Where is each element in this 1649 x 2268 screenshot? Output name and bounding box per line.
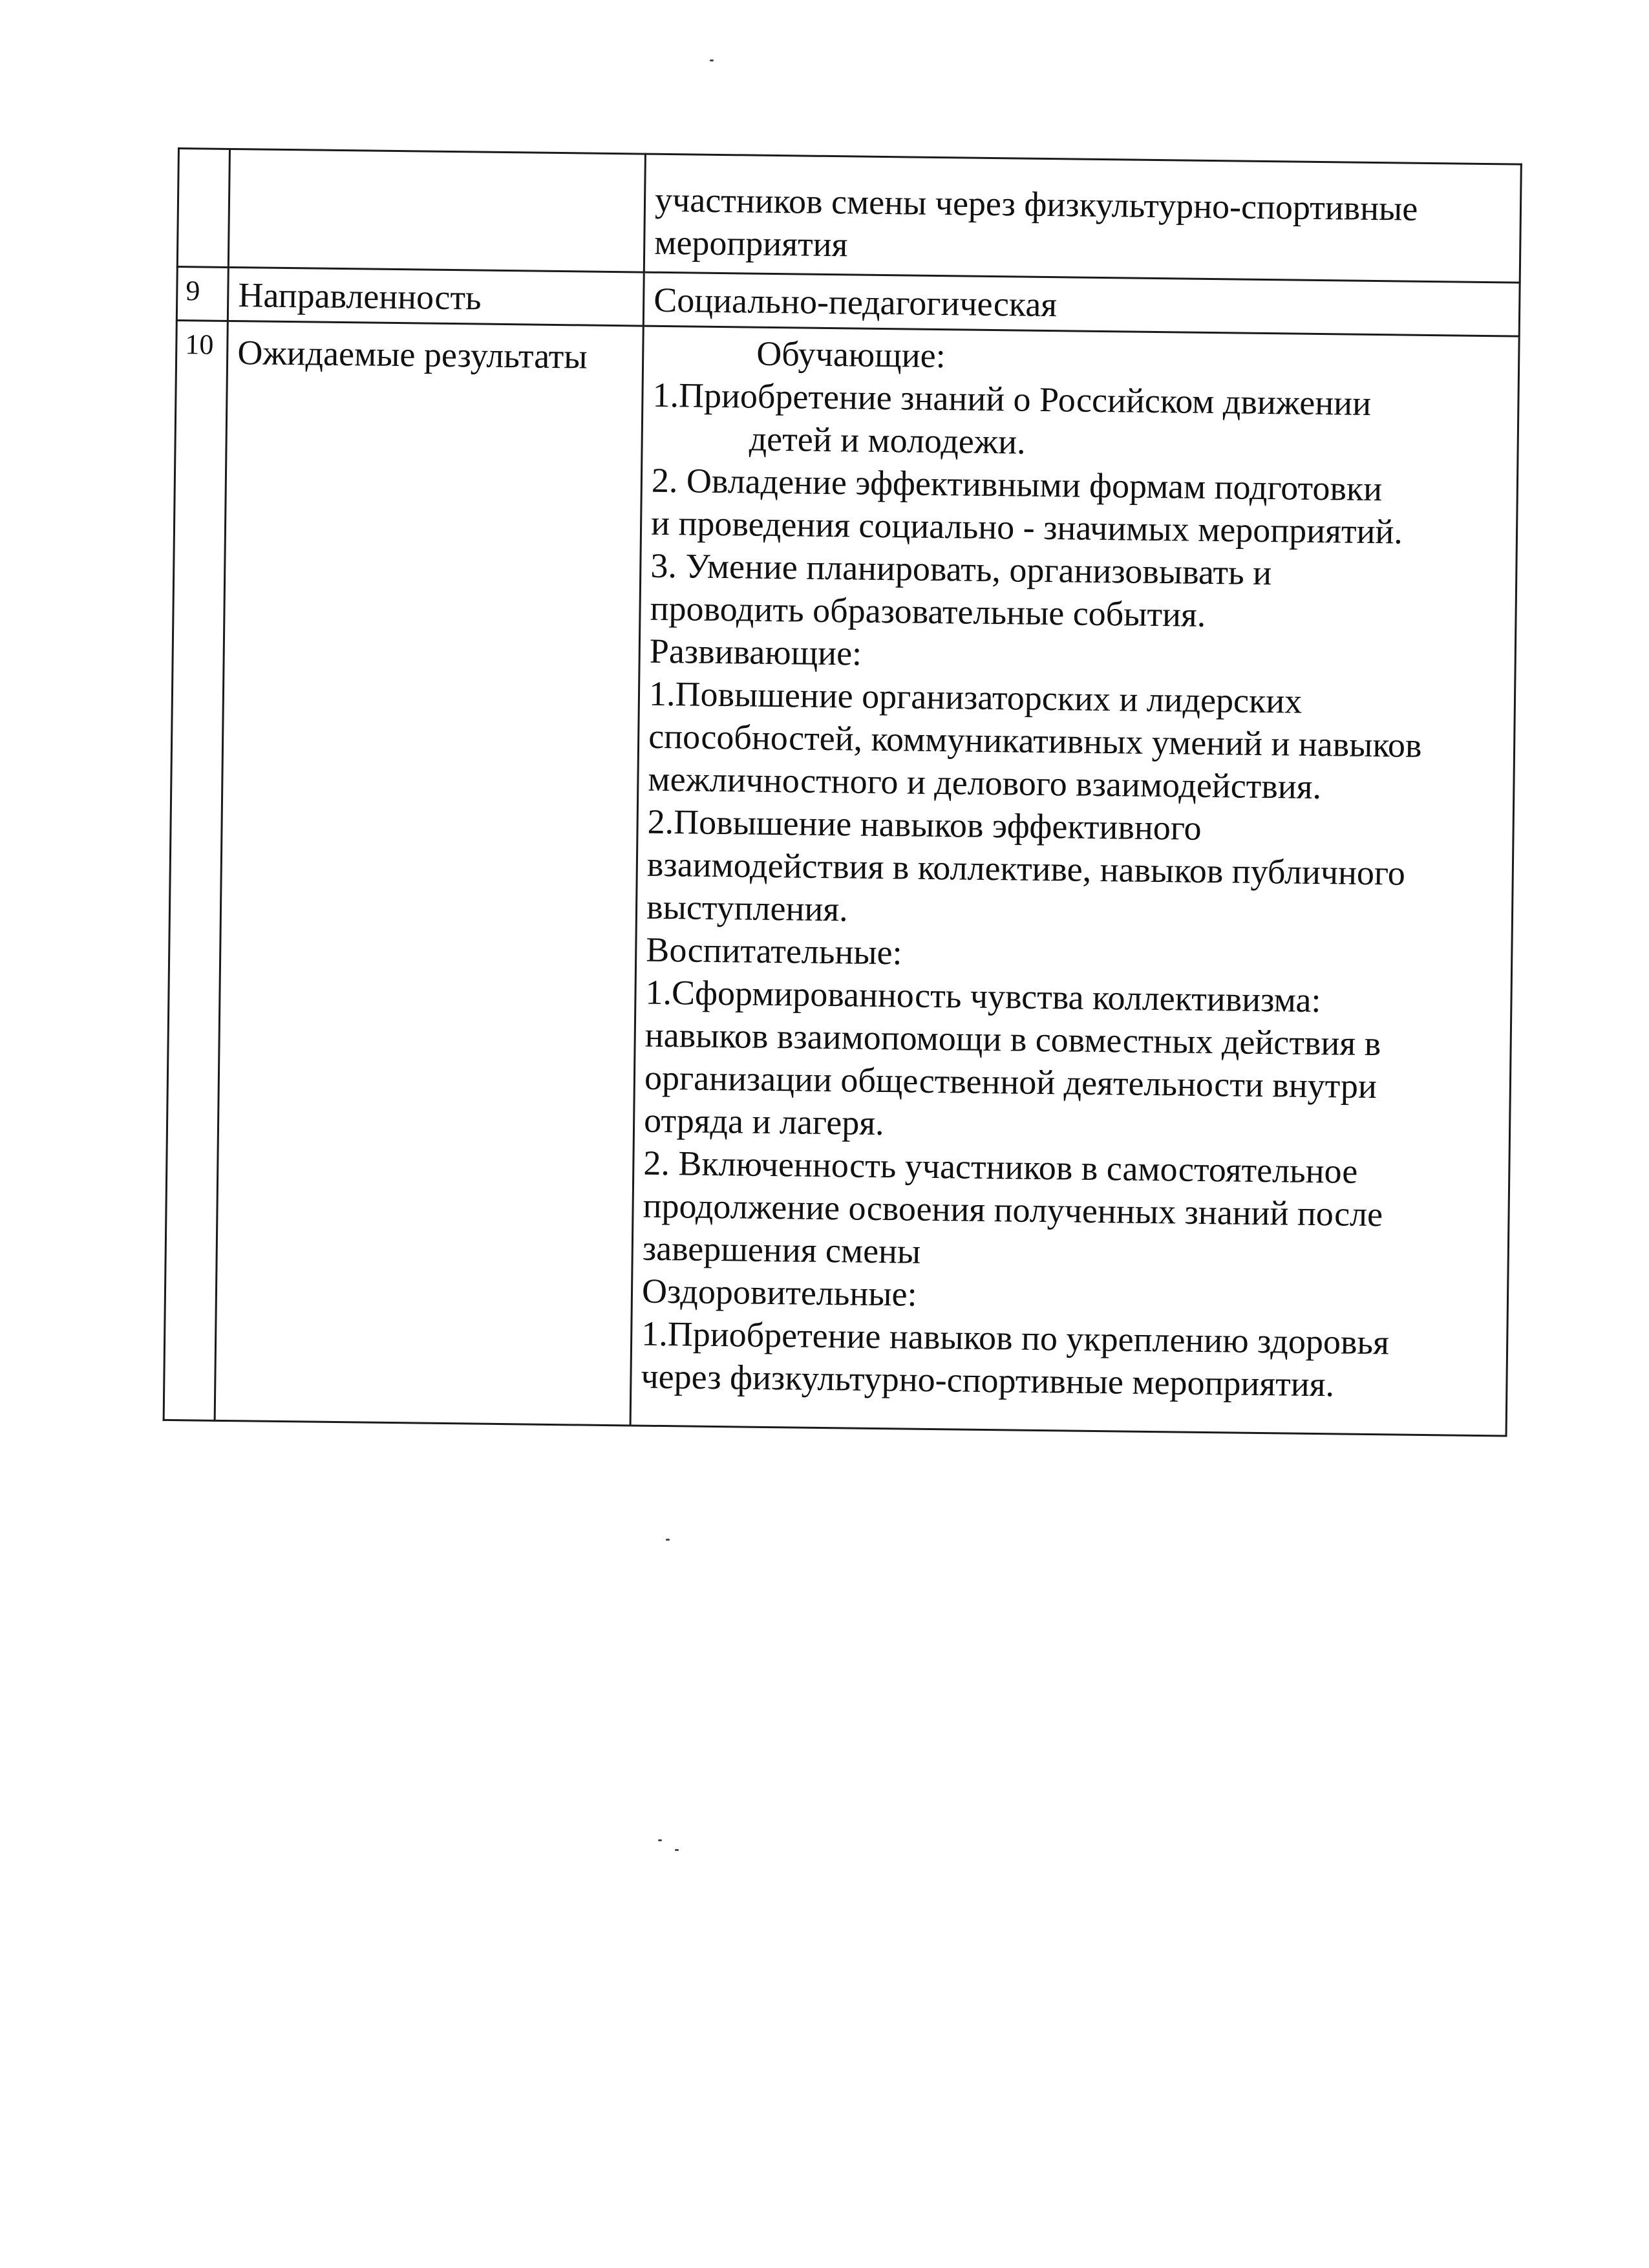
result-line: отряда и лагеря. (643, 1100, 884, 1143)
result-line: 2.Повышение навыков эффективного (647, 802, 1202, 848)
row-number: 10 (164, 320, 228, 1420)
scan-speck (666, 1539, 670, 1541)
row-value-cell (643, 272, 1520, 336)
continuation-text: участников смены через физкультурно-спортивные мероприятия (654, 180, 1418, 264)
row-label (228, 267, 644, 326)
result-line: способностей, коммуникативных умений и навыков (648, 716, 1422, 765)
results-heading-health: Оздоровительные: (641, 1271, 917, 1314)
result-line: 2. Овладение эффективными формам подготовки (651, 460, 1383, 509)
result-line: 2. Включенность участников в самостоятельное (643, 1143, 1358, 1191)
result-line: проводить образовательные события. (650, 588, 1206, 634)
result-line: 3. Умение планировать, организовывать и (650, 546, 1272, 593)
result-line: 1.Приобретение знаний о Российском движении (652, 375, 1372, 423)
result-line: и проведения социально - значимых мероприятий. (650, 503, 1403, 551)
expected-results-list (641, 327, 1509, 1408)
result-line: взаимодействия в коллективе, навыков публичного (646, 844, 1406, 893)
row-value-cell (644, 154, 1521, 283)
row-label-cell-empty (229, 149, 646, 272)
result-line: детей и молодежи. (749, 419, 1026, 462)
result-line: через физкультурно-спортивные мероприятия. (641, 1356, 1335, 1404)
result-line: организации общественной деятельности внутри (644, 1058, 1378, 1106)
results-heading-learning: Обучающие: (756, 334, 946, 376)
result-line: навыков взаимопомощи в совместных действия в (644, 1015, 1381, 1064)
direction-value: Социально-педагогическая (653, 280, 1058, 325)
direction-label: Направленность (238, 275, 482, 317)
result-line: выступления. (646, 887, 849, 929)
result-line: продолжение освоения полученных знаний после (643, 1186, 1383, 1234)
row-value-cell (630, 326, 1519, 1436)
result-line: завершения смены (642, 1228, 921, 1271)
row-label (215, 321, 643, 1426)
table-row-expected-results (164, 320, 1519, 1436)
expected-results-label: Ожидаемые результаты (237, 333, 588, 376)
results-heading-developing: Развивающие: (649, 631, 862, 673)
result-line: 1.Приобретение навыков по укреплению здоровья (641, 1314, 1390, 1362)
program-table (163, 147, 1522, 1437)
result-line: межличностного и делового взаимодействия. (648, 759, 1322, 807)
row-number-cell-empty (177, 149, 229, 268)
scan-speck (658, 1839, 662, 1841)
result-line: 1.Сформированность чувства коллективизма: (645, 972, 1321, 1020)
scan-speck (675, 1849, 679, 1851)
table-row-continuation (177, 149, 1521, 283)
result-line: 1.Повышение организаторских и лидерских (648, 674, 1303, 721)
row-number: 9 (176, 267, 228, 321)
results-heading-upbringing: Воспитательные: (646, 930, 902, 972)
scan-speck (710, 59, 714, 61)
